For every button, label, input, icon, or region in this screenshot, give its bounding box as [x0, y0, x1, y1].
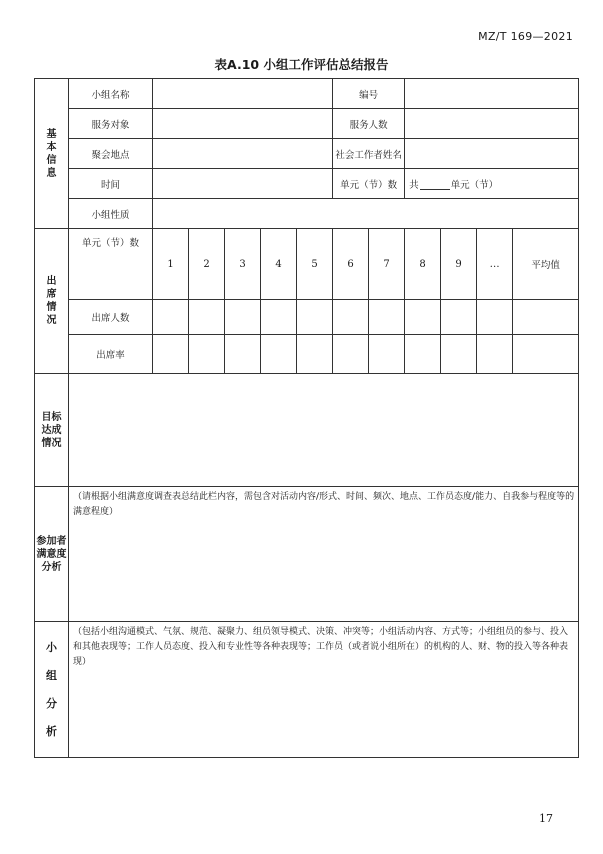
- service-count-label: 服务人数: [333, 109, 405, 139]
- units-label: 单元（节）数: [333, 169, 405, 199]
- unit-number: 8: [405, 229, 441, 300]
- meeting-place-field[interactable]: [153, 139, 333, 169]
- attendees-cell[interactable]: [369, 300, 405, 335]
- attendees-cell[interactable]: [405, 300, 441, 335]
- units-blank-line: [420, 180, 450, 190]
- unit-number: 2: [189, 229, 225, 300]
- attendees-cell[interactable]: [189, 300, 225, 335]
- attendees-cell[interactable]: [153, 300, 189, 335]
- rate-cell[interactable]: [441, 335, 477, 374]
- unit-number: 4: [261, 229, 297, 300]
- attendees-cell[interactable]: [441, 300, 477, 335]
- attendees-average-cell[interactable]: [513, 300, 579, 335]
- form-title: 表A.10 小组工作评估总结报告: [214, 57, 389, 72]
- rate-cell[interactable]: [477, 335, 513, 374]
- unit-number: 9: [441, 229, 477, 300]
- attendees-cell[interactable]: [261, 300, 297, 335]
- goal-field[interactable]: [69, 374, 579, 487]
- social-worker-field[interactable]: [405, 139, 579, 169]
- unit-number: 6: [333, 229, 369, 300]
- rate-cell[interactable]: [261, 335, 297, 374]
- satisfaction-section-label: 参加者 满意度 分析: [35, 487, 69, 622]
- number-field[interactable]: [405, 79, 579, 109]
- rate-cell[interactable]: [189, 335, 225, 374]
- rate-cell[interactable]: [153, 335, 189, 374]
- group-nature-field[interactable]: [153, 199, 579, 229]
- rate-cell[interactable]: [405, 335, 441, 374]
- attendance-units-header: 单元（节）数: [69, 229, 153, 300]
- group-nature-label: 小组性质: [69, 199, 153, 229]
- rate-cell[interactable]: [333, 335, 369, 374]
- attendees-label: 出席人数: [69, 300, 153, 335]
- time-label: 时间: [69, 169, 153, 199]
- unit-number: 3: [225, 229, 261, 300]
- attendees-cell[interactable]: [333, 300, 369, 335]
- rate-cell[interactable]: [297, 335, 333, 374]
- attendance-section-label: 出 席 情 况: [35, 229, 69, 374]
- social-worker-label: 社会工作者姓名: [333, 139, 405, 169]
- attendees-cell[interactable]: [297, 300, 333, 335]
- unit-number-ellipsis: …: [477, 229, 513, 300]
- document-code: MZ/T 169—2021: [478, 30, 573, 43]
- attendees-cell[interactable]: [477, 300, 513, 335]
- average-label: 平均值: [513, 229, 579, 300]
- units-total-field[interactable]: 共 单元（节）: [405, 169, 579, 199]
- attendees-cell[interactable]: [225, 300, 261, 335]
- rate-cell[interactable]: [225, 335, 261, 374]
- rate-cell[interactable]: [369, 335, 405, 374]
- satisfaction-field[interactable]: [69, 487, 579, 622]
- meeting-place-label: 聚会地点: [69, 139, 153, 169]
- number-label: 编号: [333, 79, 405, 109]
- unit-number: 7: [369, 229, 405, 300]
- rate-average-cell[interactable]: [513, 335, 579, 374]
- service-target-field[interactable]: [153, 109, 333, 139]
- service-target-label: 服务对象: [69, 109, 153, 139]
- rate-label: 出席率: [69, 335, 153, 374]
- satisfaction-note: （请根据小组满意度调查表总结此栏内容，需包含对活动内容/形式、时间、频次、地点、工作员态度/能力、自我参与程度等的满意程度）: [73, 492, 575, 517]
- group-name-label: 小组名称: [69, 79, 153, 109]
- evaluation-report-table: [34, 78, 579, 758]
- time-field[interactable]: [153, 169, 333, 199]
- page-number: 17: [539, 812, 553, 825]
- goal-section-label: 目标 达成 情况: [35, 374, 69, 487]
- unit-number: 1: [153, 229, 189, 300]
- basic-info-section-label: 基 本 信 息: [35, 79, 69, 229]
- group-name-field[interactable]: [153, 79, 333, 109]
- unit-number: 5: [297, 229, 333, 300]
- service-count-field[interactable]: [405, 109, 579, 139]
- group-analysis-note: （包括小组沟通模式、气氛、规范、凝聚力、组员领导模式、决策、冲突等；小组活动内容、方式等；小组组员的参与、投入和其他表现等；工作人员态度、投入和专业性等各种表现等；工作员（或者说小组所在）的机构的人、财、物的投入等各种表现）: [73, 627, 569, 667]
- group-analysis-field[interactable]: [69, 622, 579, 758]
- group-analysis-section-label: 小 组 分 析: [35, 622, 69, 758]
